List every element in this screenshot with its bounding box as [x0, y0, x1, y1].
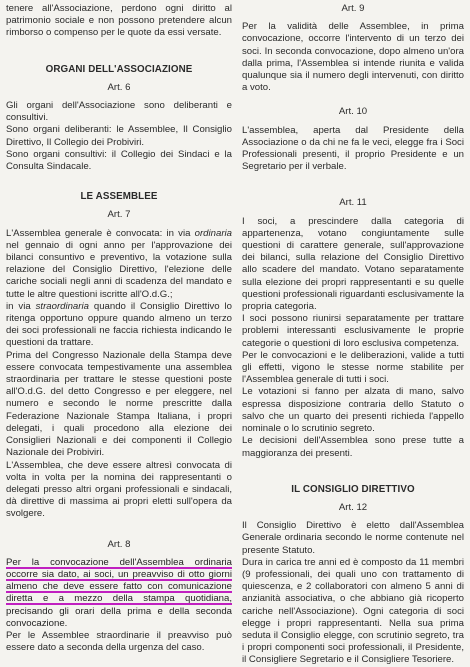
art12-paragraph: Dura in carica tre anni ed è composto da 11 membri (9 professionali, dei quali uno con trattamento di quiescenza, e 2 collaboratori con almeno 5 anni di anzianità associativa, o che abbiano già ricoperto cariche nell'Associazione). Ogni categoria di soci elegge i propri rappresentanti. Nella sua prima seduta il Consiglio elegge, con scrutinio segreto, tra i propri componenti soci professionali, il Presidente, il Consigliere Segretario e il Consigliere Tesoriere. [242, 556, 464, 666]
article-6-label: Art. 6 [107, 81, 131, 93]
art11-paragraph: I soci, a prescindere dalla categoria di appartenenza, votano congiuntamente sulle questioni di carattere generale, sull'approvazione dei bilanci, sulla relazione del Consiglio Direttivo allo scadere del mandato. Votano separatamente sulla elezione dei propri rappresentanti e su quelle questioni professionali riguardanti esclusivamente la propria categoria. [242, 215, 464, 313]
intro-paragraph: tenere all'Associazione, perdono ogni diritto al patrimonio sociale e non possono pretendere alcun rimborso o compenso per le quote da essi versate. [6, 3, 232, 39]
article-9-label: Art. 9 [341, 3, 365, 14]
art6-paragraph: Gli organi dell'Associazione sono deliberanti e consultivi. [6, 100, 232, 124]
art8-paragraph-convocazione: Per la convocazione dell'Assemblea ordinaria occorre sia dato, ai soci, un preavviso di otto giorni almeno che deve essere fatto con comunicazione diretta e a mezzo della stampa quotidiana, precisando gli orari della prima e della seconda convocazione. [6, 556, 232, 629]
art6-paragraph: Sono organi consultivi: il Collegio dei Sindaci e la Consulta Sindacale. [6, 148, 232, 173]
art12-paragraph: Il Consiglio Direttivo è eletto dall'Assemblea Generale ordinaria secondo le norme contenute nel presente Statuto. [242, 520, 464, 556]
art7-paragraph-congresso: Prima del Congresso Nazionale della Stampa deve essere convocata tempestivamente una assemblea straordinaria per trattare le stesse questioni poste all'O.d.G. del detto Congresso e per eleggere, nel numero e secondo le norme prescritte dalla Federazione Nazionale Stampa Italiana, i propri delegati, i quali procedono alla elezione dei Consiglieri Nazionali e dei componenti il Collegio Nazionale dei Probiviri. [6, 349, 232, 459]
art11-paragraph: Le decisioni dell'Assemblea sono prese tutte a maggioranza dei presenti. [242, 435, 464, 459]
section-heading-organi: ORGANI DELL'ASSOCIAZIONE [45, 63, 193, 75]
art7-paragraph-ordinaria: L'Assemblea generale è convocata: in via ordinaria nel gennaio di ogni anno per l'approvazione dei bilanci consuntivo e preventivo, la votazione sulla relazione del Consiglio Direttivo, l'elezione delle cariche sociali negli anni di scadenza del mandato e tutte le altre questioni iscritte all'O.d.G.; [6, 227, 232, 300]
art7-paragraph-straordinaria: in via straordinaria quando il Consiglio Direttivo lo ritenga opportuno oppure quando almeno un terzo dei soci professionali ne faccia richiesta indicando le questioni da trattare. [6, 300, 233, 349]
article-11-label: Art. 11 [339, 197, 367, 209]
right-column [242, 0, 464, 666]
article-12-label: Art. 12 [338, 501, 368, 513]
art11-paragraph: Le votazioni si fanno per alzata di mano, salvo espressa disposizione contraria dello Statuto o salvo che un quarto dei presenti richieda l'appello nominale o lo scrutinio segreto. [242, 386, 464, 435]
art6-paragraph: Sono organi deliberanti: le Assemblee, Il Consiglio Direttivo, Il Collegio dei Probiviri. [6, 124, 232, 148]
article-8-label: Art. 8 [107, 538, 131, 550]
art7-paragraph-nomina: L'Assemblea, che deve essere altresì convocata di volta in volta per la nomina dei rappresentanti o delegati presso altri organi professionali e sindacali, dà direttive di massima ai propri eletti sull'opera da svolgere. [6, 459, 232, 520]
article-7-label: Art. 7 [107, 209, 131, 221]
highlighted-text: Per la convocazione dell'Assemblea ordinaria occorre sia dato, ai soci, un preavviso di otto giorni almeno che deve essere fatto con comunicazione diretta e a mezzo della stampa quotidiana, [6, 556, 232, 605]
art10-paragraph: L'assemblea, aperta dal Presidente della Associazione o da chi ne fa le veci, elegge fra i Soci Professionali presenti, il proprio Presidente e un Segretario per il verbale. [242, 124, 464, 173]
art9-paragraph: Per la validità delle Assemblee, in prima convocazione, occorre l'intervento di un terzo dei soci. In seconda convocazione, dopo almeno un'ora dalla prima, l'Assemblea si intende riunita e valida qualunque sia il numero degli intervenuti, con diritto a voto. [242, 21, 464, 94]
section-heading-assemblee: LE ASSEMBLEE [80, 191, 158, 203]
article-10-label: Art. 10 [338, 106, 368, 118]
art11-paragraph: I soci possono riunirsi separatamente per trattare problemi interessanti esclusivamente le proprie categorie o questioni di loro esclusiva competenza. [242, 313, 464, 349]
art8-paragraph-straordinarie: Per le Assemblee straordinarie il preavviso può essere dato a seconda della urgenza del caso. [6, 629, 232, 654]
left-column [6, 0, 232, 662]
art11-paragraph: Per le convocazioni e le deliberazioni, valide a tutti gli effetti, vigono le stesse norme stabilite per l'Assemblea generale di tutti i soci. [242, 349, 464, 386]
section-heading-consiglio: IL CONSIGLIO DIRETTIVO [291, 483, 415, 495]
